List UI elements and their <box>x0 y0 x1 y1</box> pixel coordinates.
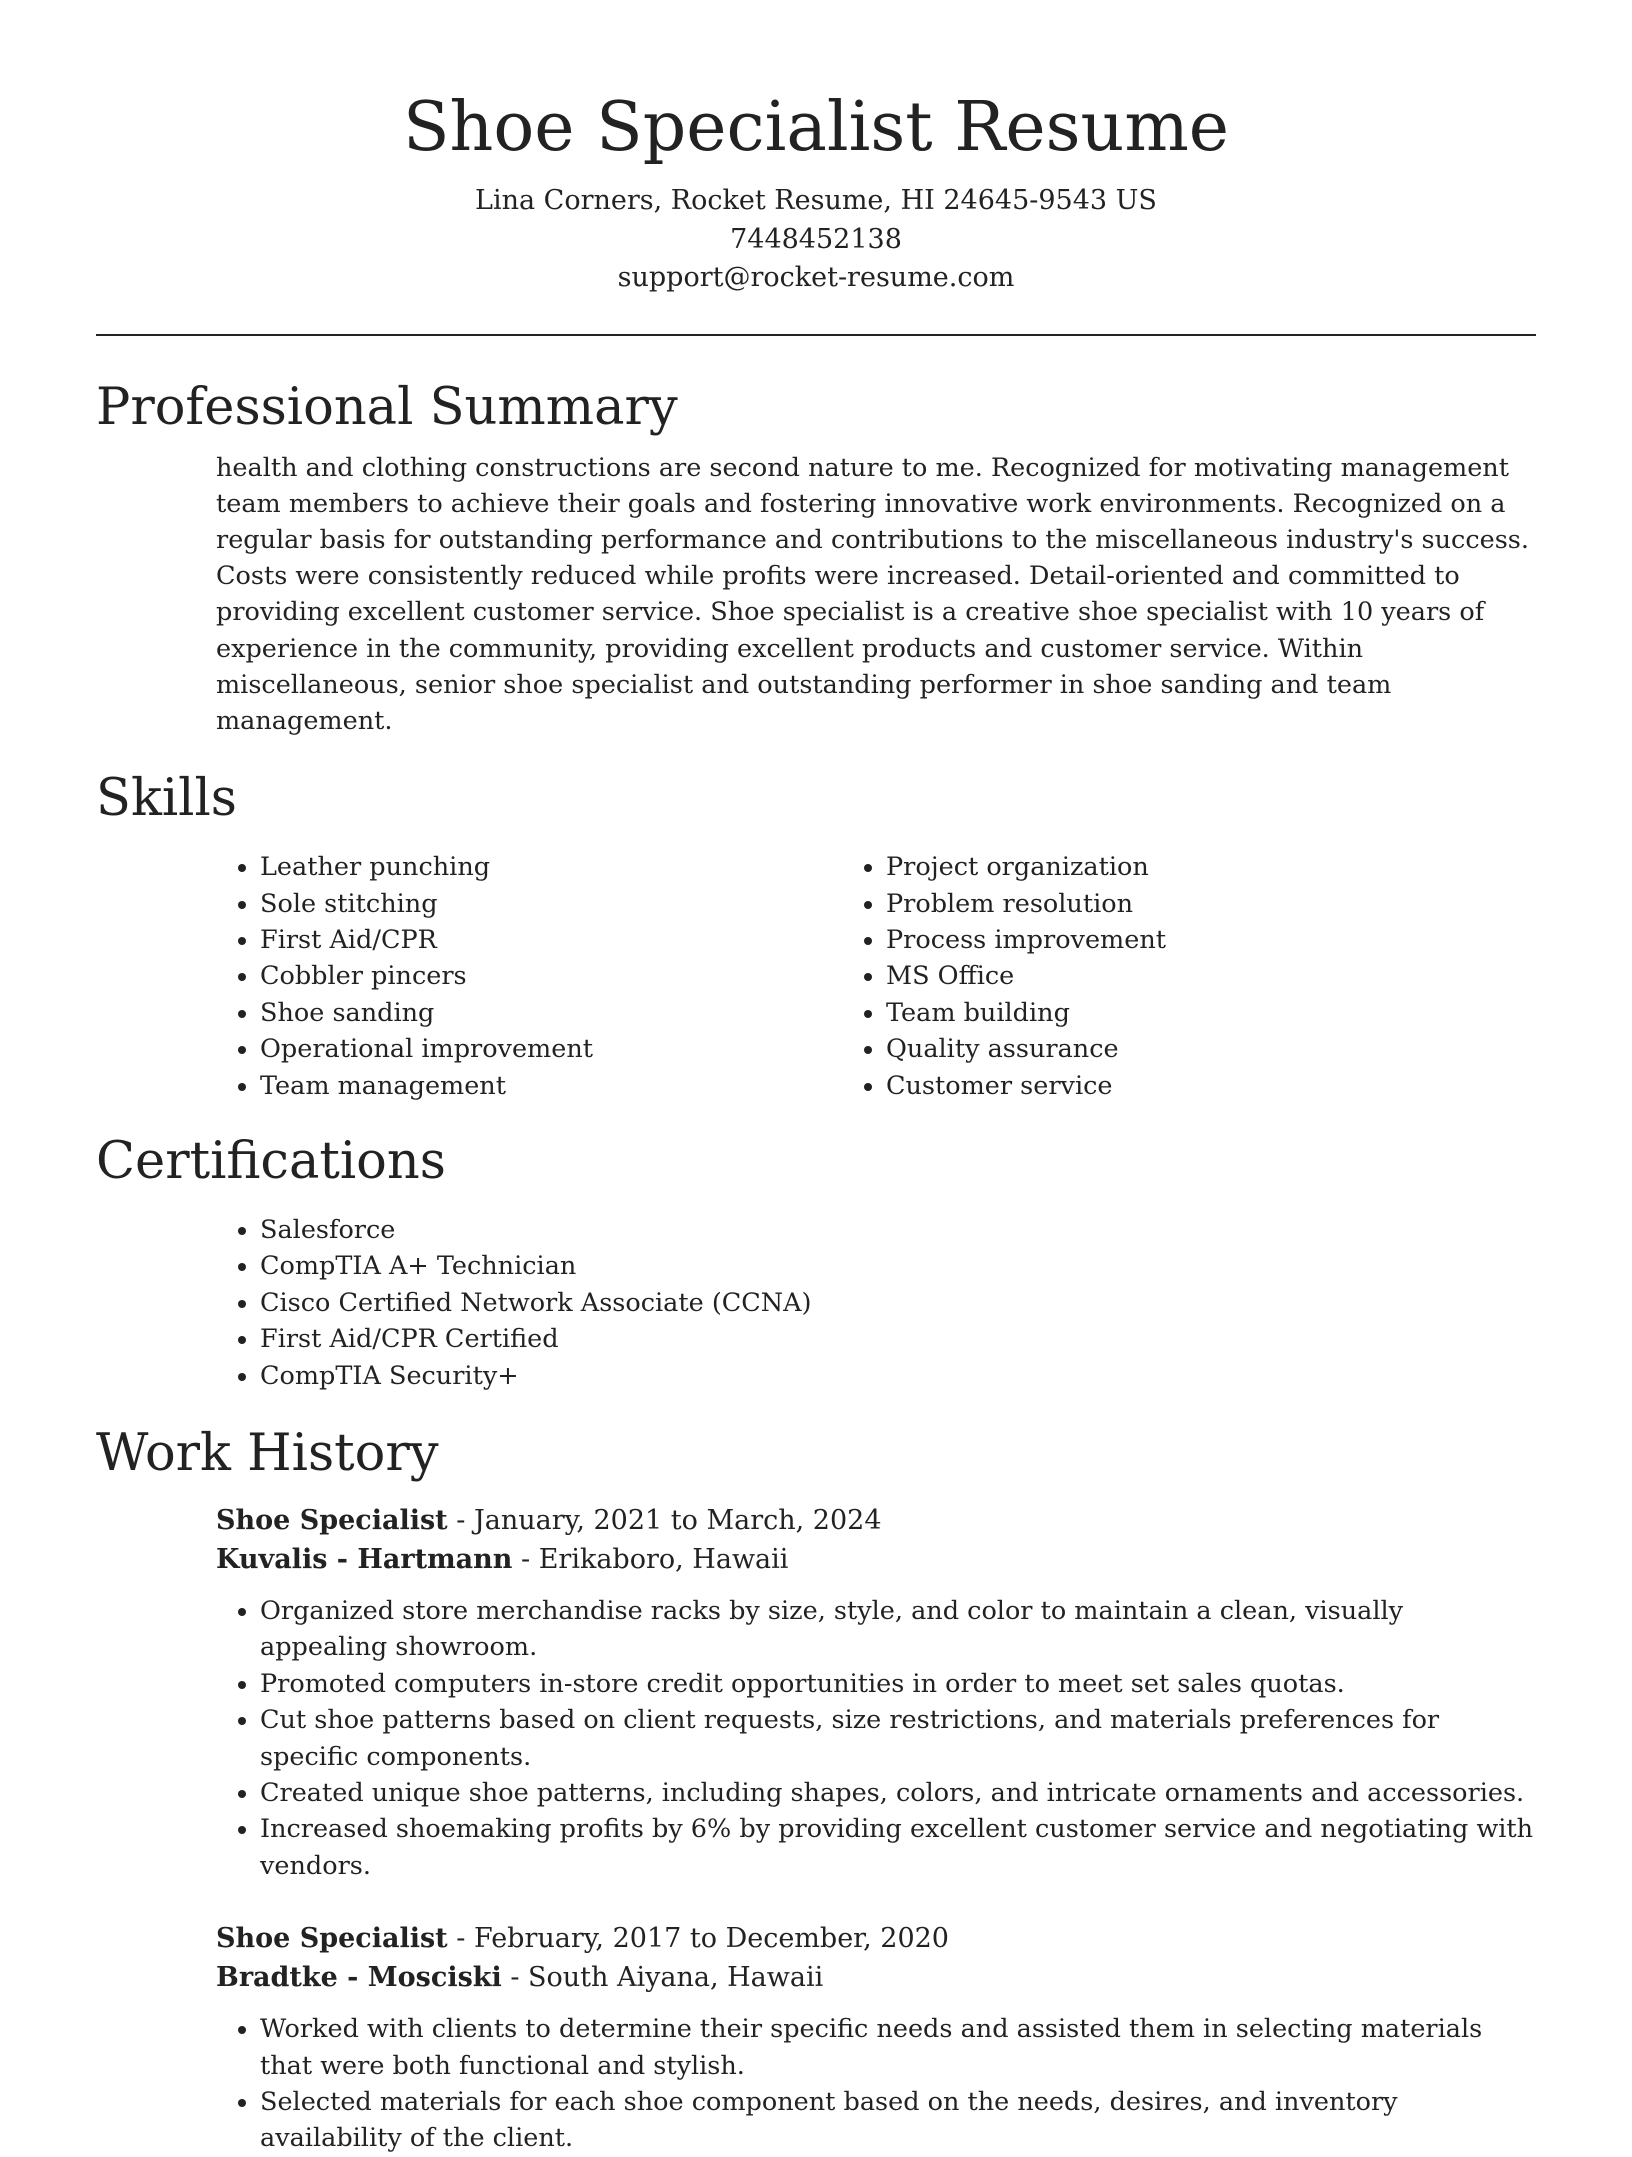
skill-item: • Cobbler pincers <box>260 958 842 994</box>
work-history-heading: Work History <box>96 1424 439 1483</box>
job-bullet: • Created unique shoe patterns, including shapes, colors, and intricate ornaments and accessories. <box>260 1775 1536 1811</box>
skills-heading: Skills <box>96 769 237 829</box>
skill-item: • Team management <box>260 1068 842 1104</box>
job-title: Shoe Specialist <box>216 1505 448 1536</box>
job-entry <box>216 1502 1536 1884</box>
job-title: Shoe Specialist <box>216 1923 448 1955</box>
skills-section <box>96 767 1536 1104</box>
job-company: Bradtke - Mosciski <box>216 1961 502 1993</box>
job-header <box>216 1502 1536 1579</box>
job-bullets <box>216 1593 1536 1884</box>
job-bullet: • Promoted computers in-store credit opportunities in order to meet set sales quotas. <box>260 1666 1536 1702</box>
work-history-section <box>96 1422 1536 2157</box>
certification-item: • Salesforce <box>260 1212 1536 1248</box>
contact-address: Lina Corners, Rocket Resume, HI 24645-9543 US <box>475 185 1157 216</box>
contact-block <box>96 182 1536 298</box>
summary-section <box>96 376 1536 740</box>
skill-item: • Shoe sanding <box>260 995 842 1031</box>
skill-item: • Leather punching <box>260 849 842 885</box>
skill-item: • Problem resolution <box>886 886 1536 922</box>
skill-item: • Operational improvement <box>260 1031 842 1067</box>
job-location: - Erikaboro, Hawaii <box>512 1543 789 1575</box>
job-bullet: • Worked with clients to determine their specific needs and assisted them in selecting materials that were both functional and stylish. <box>260 2011 1536 2084</box>
certification-item: • First Aid/CPR Certified <box>260 1321 1536 1357</box>
certification-item: • Cisco Certified Network Associate (CCNA) <box>260 1285 1536 1321</box>
job-entry <box>216 1920 1536 2157</box>
skills-grid <box>96 849 1536 1104</box>
skills-column-1 <box>96 849 842 1104</box>
skill-item: • MS Office <box>886 958 1536 994</box>
job-location: - South Aiyana, Hawaii <box>501 1961 824 1993</box>
skill-item: • Team building <box>886 995 1536 1031</box>
summary-text: health and clothing constructions are second nature to me. Recognized for motivating management team members to achieve their goals and fostering innovative work environments. Recognized on a regular basis for outstanding performance and contributions to the miscellaneous industry's success. Costs were consistently reduced while profits were increased. Detail-oriented and committed to providing excellent customer service. Shoe specialist is a creative shoe specialist with 10 years of experience in the community, providing excellent products and customer service. Within miscellaneous, senior shoe specialist and outstanding performer in shoe sanding and team management. <box>216 452 1529 736</box>
job-bullet: • Cut shoe patterns based on client requests, size restrictions, and materials preferences for specific components. <box>260 1702 1536 1775</box>
job-bullet: • Increased shoemaking profits by 6% by providing excellent customer service and negotiating with vendors. <box>260 1811 1536 1884</box>
certifications-heading: Certifications <box>96 1131 446 1191</box>
skill-item: • Project organization <box>886 849 1536 885</box>
skill-item: • First Aid/CPR <box>260 922 842 958</box>
summary-heading: Professional Summary <box>96 377 678 437</box>
resume-title: Shoe Specialist Resume <box>402 88 1230 167</box>
job-dates: - January, 2021 to March, 2024 <box>447 1505 882 1536</box>
skill-item: • Sole stitching <box>260 886 842 922</box>
skill-item: • Quality assurance <box>886 1031 1536 1067</box>
contact-phone: 7448452138 <box>730 223 902 255</box>
skills-column-2-wrap <box>842 849 1536 1104</box>
job-bullet: • Selected materials for each shoe component based on the needs, desires, and inventory availability of the client. <box>260 2084 1536 2157</box>
certification-item: • CompTIA Security+ <box>260 1358 1536 1394</box>
skill-item: • Customer service <box>886 1068 1536 1104</box>
job-bullets <box>216 2011 1536 2157</box>
header-divider <box>96 334 1536 336</box>
job-company: Kuvalis - Hartmann <box>216 1543 513 1575</box>
contact-email: support@rocket-resume.com <box>617 262 1015 293</box>
skills-column-2 <box>886 849 1536 1104</box>
certifications-section <box>96 1130 1536 1394</box>
job-bullet: • Organized store merchandise racks by size, style, and color to maintain a clean, visually appealing showroom. <box>260 1593 1536 1666</box>
certifications-list <box>96 1212 1536 1394</box>
certification-item: • CompTIA A+ Technician <box>260 1248 1536 1284</box>
job-header <box>216 1920 1536 1997</box>
job-dates: - February, 2017 to December, 2020 <box>447 1923 949 1955</box>
skill-item: • Process improvement <box>886 922 1536 958</box>
